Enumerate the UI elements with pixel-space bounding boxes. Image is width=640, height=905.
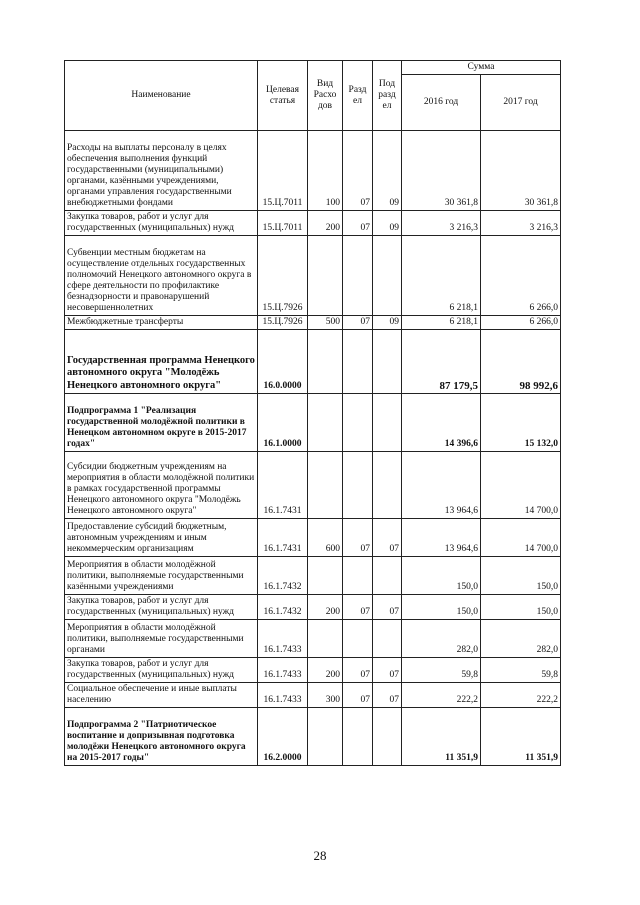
row-kind: [308, 236, 343, 316]
row-code: 16.1.0000: [258, 394, 308, 452]
row-sum-2017: 150,0: [481, 595, 561, 620]
row-sum-2017: 14 700,0: [481, 452, 561, 519]
row-kind: [308, 452, 343, 519]
row-sum-2017: 14 700,0: [481, 519, 561, 557]
row-code: 16.1.7431: [258, 452, 308, 519]
row-code: 16.1.7431: [258, 519, 308, 557]
row-code: 16.0.0000: [258, 330, 308, 394]
table-row: [65, 452, 561, 519]
row-subsection: [373, 330, 402, 394]
header-section: Разд ел: [343, 61, 373, 131]
row-code: 15.Ц.7011: [258, 131, 308, 211]
row-kind: [308, 330, 343, 394]
row-sum-2016: 87 179,5: [402, 330, 481, 394]
table-row-subprogram: [65, 394, 561, 452]
row-sum-2017: 30 361,8: [481, 131, 561, 211]
row-section: 07: [343, 683, 373, 708]
row-code: 16.1.7432: [258, 595, 308, 620]
row-subsection: [373, 236, 402, 316]
row-section: [343, 557, 373, 595]
header-year-2016: 2016 год: [402, 75, 481, 131]
row-kind: [308, 394, 343, 452]
table-row: [65, 683, 561, 708]
row-sum-2017: 59,8: [481, 658, 561, 683]
row-sum-2016: 3 216,3: [402, 211, 481, 236]
row-kind: 500: [308, 316, 343, 330]
budget-table: [64, 60, 561, 766]
row-kind: 100: [308, 131, 343, 211]
row-section: 07: [343, 595, 373, 620]
row-kind: [308, 708, 343, 766]
row-name: Государственная программа Ненецкого автономного округа "Молодёжь Ненецкого автономного округа": [65, 330, 258, 394]
table-row: [65, 595, 561, 620]
row-name: Закупка товаров, работ и услуг для государственных (муниципальных) нужд: [65, 595, 258, 620]
row-kind: [308, 557, 343, 595]
header-sum: Сумма: [402, 61, 561, 75]
row-name: Расходы на выплаты персоналу в целях обеспечения выполнения функций государственными (муниципальными) органами, казёнными учреждениями, органами управления государственными внебюджетными фондами: [65, 131, 258, 211]
table-row: [65, 557, 561, 595]
row-name: Социальное обеспечение и иные выплаты населению: [65, 683, 258, 708]
table-row: [65, 620, 561, 658]
row-section: [343, 452, 373, 519]
table-row: [65, 236, 561, 316]
header-name: Наименование: [65, 61, 258, 131]
row-sum-2016: 6 218,1: [402, 316, 481, 330]
row-section: [343, 708, 373, 766]
row-kind: [308, 620, 343, 658]
row-kind: 600: [308, 519, 343, 557]
row-sum-2017: 6 266,0: [481, 316, 561, 330]
row-section: [343, 394, 373, 452]
header-expense-kind: Вид Расхо дов: [308, 61, 343, 131]
row-code: 16.1.7432: [258, 557, 308, 595]
header-year-2017: 2017 год: [481, 75, 561, 131]
row-sum-2016: 59,8: [402, 658, 481, 683]
table-row: [65, 658, 561, 683]
row-code: 15.Ц.7926: [258, 316, 308, 330]
row-code: 15.Ц.7011: [258, 211, 308, 236]
header-target-article: Целевая статья: [258, 61, 308, 131]
row-name: Предоставление субсидий бюджетным, автономным учреждениям и иным некоммерческим организациям: [65, 519, 258, 557]
row-code: 16.1.7433: [258, 683, 308, 708]
row-subsection: [373, 708, 402, 766]
row-sum-2016: 6 218,1: [402, 236, 481, 316]
row-name: Субвенции местным бюджетам на осуществление отдельных государственных полномочий Ненецкого автономного округа в сфере деятельности по профилактике безнадзорности и правонарушений несовершеннолетних: [65, 236, 258, 316]
row-subsection: [373, 452, 402, 519]
row-kind: 200: [308, 595, 343, 620]
row-section: [343, 330, 373, 394]
row-section: 07: [343, 316, 373, 330]
row-section: 07: [343, 519, 373, 557]
table-row: [65, 211, 561, 236]
row-name: Подпрограмма 2 "Патриотическое воспитание и допризывная подготовка молодёжи Ненецкого автономного округа на 2015-2017 годы": [65, 708, 258, 766]
row-subsection: 07: [373, 658, 402, 683]
row-subsection: 09: [373, 316, 402, 330]
row-sum-2017: 3 216,3: [481, 211, 561, 236]
row-sum-2016: 282,0: [402, 620, 481, 658]
row-code: 16.1.7433: [258, 620, 308, 658]
table-row-subprogram: [65, 708, 561, 766]
row-subsection: 07: [373, 595, 402, 620]
row-sum-2017: 150,0: [481, 557, 561, 595]
row-section: [343, 620, 373, 658]
row-name: Подпрограмма 1 "Реализация государственной молодёжной политики в Ненецком автономном округе в 2015-2017 годах": [65, 394, 258, 452]
row-sum-2016: 14 396,6: [402, 394, 481, 452]
row-sum-2016: 13 964,6: [402, 519, 481, 557]
page-number: 28: [313, 848, 327, 863]
row-sum-2016: 150,0: [402, 557, 481, 595]
row-subsection: [373, 557, 402, 595]
row-kind: 200: [308, 211, 343, 236]
row-name: Межбюджетные трансферты: [65, 316, 258, 330]
row-subsection: 09: [373, 211, 402, 236]
row-sum-2016: 13 964,6: [402, 452, 481, 519]
row-sum-2016: 30 361,8: [402, 131, 481, 211]
table-row-program: [65, 330, 561, 394]
row-sum-2017: 222,2: [481, 683, 561, 708]
row-kind: 200: [308, 658, 343, 683]
row-sum-2017: 98 992,6: [481, 330, 561, 394]
row-subsection: 07: [373, 683, 402, 708]
row-sum-2016: 150,0: [402, 595, 481, 620]
row-name: Закупка товаров, работ и услуг для государственных (муниципальных) нужд: [65, 211, 258, 236]
row-section: 07: [343, 211, 373, 236]
row-code: 16.2.0000: [258, 708, 308, 766]
row-section: 07: [343, 131, 373, 211]
table-row: [65, 519, 561, 557]
row-sum-2017: 11 351,9: [481, 708, 561, 766]
row-sum-2017: 282,0: [481, 620, 561, 658]
table-row: [65, 131, 561, 211]
table-row: [65, 316, 561, 330]
row-code: 16.1.7433: [258, 658, 308, 683]
row-sum-2016: 222,2: [402, 683, 481, 708]
row-sum-2017: 15 132,0: [481, 394, 561, 452]
row-name: Субсидии бюджетным учреждениям на мероприятия в области молодёжной политики в рамках государственной программы Ненецкого автономного округа "Молодёжь Ненецкого автономного округа": [65, 452, 258, 519]
row-subsection: 09: [373, 131, 402, 211]
row-sum-2017: 6 266,0: [481, 236, 561, 316]
row-kind: 300: [308, 683, 343, 708]
row-code: 15.Ц.7926: [258, 236, 308, 316]
row-subsection: 07: [373, 519, 402, 557]
row-name: Мероприятия в области молодёжной политики, выполняемые государственными казёнными учреждениями: [65, 557, 258, 595]
row-section: 07: [343, 658, 373, 683]
header-subsection: Под разд ел: [373, 61, 402, 131]
row-subsection: [373, 620, 402, 658]
row-sum-2016: 11 351,9: [402, 708, 481, 766]
row-name: Закупка товаров, работ и услуг для государственных (муниципальных) нужд: [65, 658, 258, 683]
row-name: Мероприятия в области молодёжной политики, выполняемые государственными органами: [65, 620, 258, 658]
row-subsection: [373, 394, 402, 452]
row-section: [343, 236, 373, 316]
